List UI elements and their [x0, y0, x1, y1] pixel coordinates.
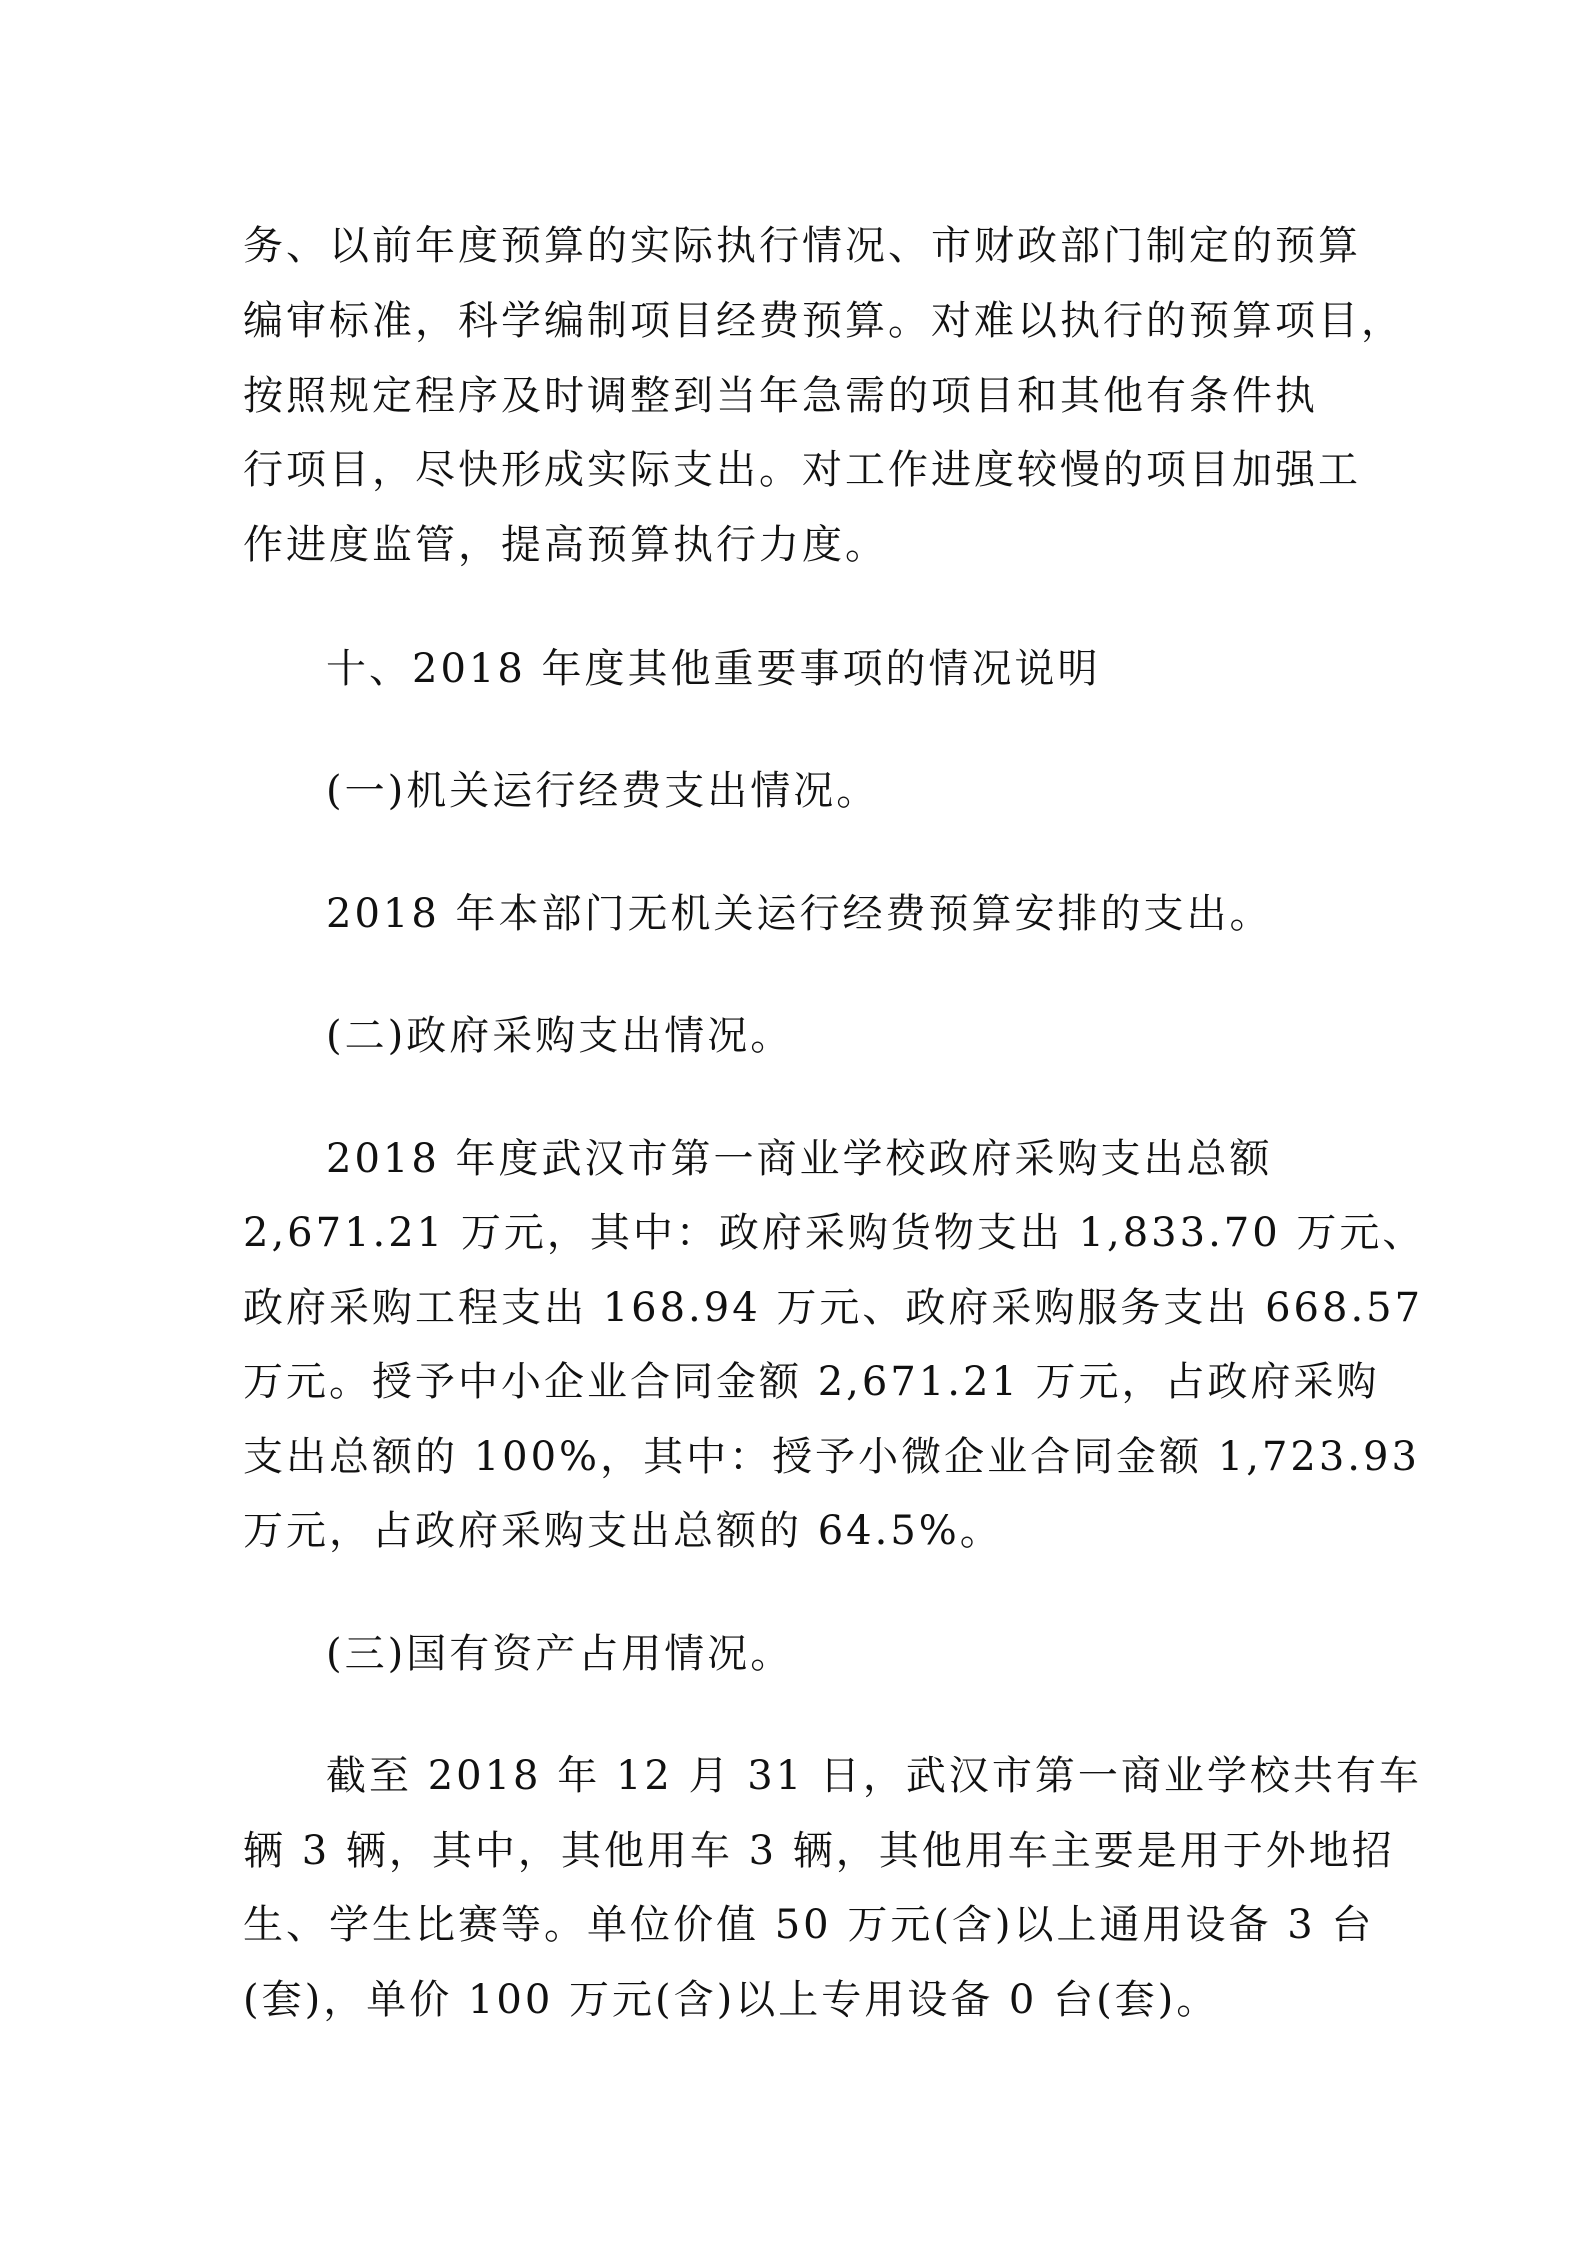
paragraph-line: (套)，单价 100 万元(含)以上专用设备 0 台(套)。 [243, 1977, 1220, 2023]
subsection-heading: (三)国有资产占用情况。 [326, 1631, 794, 1677]
paragraph-line: 2,671.21 万元，其中：政府采购货物支出 1,833.70 万元、 [243, 1210, 1426, 1256]
paragraph-line: 务、以前年度预算的实际执行情况、市财政部门制定的预算 [243, 223, 1361, 269]
paragraph-line: 万元。授予中小企业合同金额 2,671.21 万元，占政府采购 [243, 1359, 1380, 1405]
paragraph-line: 作进度监管，提高预算执行力度。 [243, 522, 888, 568]
subsection-heading: (二)政府采购支出情况。 [326, 1013, 794, 1059]
paragraph-line: 万元，占政府采购支出总额的 64.5%。 [243, 1508, 1003, 1554]
paragraph-line: 编审标准，科学编制项目经费预算。对难以执行的预算项目， [243, 298, 1404, 344]
paragraph-line: 2018 年本部门无机关运行经费预算安排的支出。 [326, 891, 1273, 937]
paragraph-line: 辆 3 辆，其中，其他用车 3 辆，其他用车主要是用于外地招 [243, 1828, 1395, 1874]
paragraph-line: 按照规定程序及时调整到当年急需的项目和其他有条件执 [243, 373, 1318, 419]
paragraph-line: 截至 2018 年 12 月 31 日，武汉市第一商业学校共有车 [326, 1753, 1422, 1799]
paragraph-line: 生、学生比赛等。单位价值 50 万元(含)以上通用设备 3 台 [243, 1902, 1375, 1948]
section-heading: 十、2018 年度其他重要事项的情况说明 [326, 646, 1101, 692]
paragraph-line: 支出总额的 100%，其中：授予小微企业合同金额 1,723.93 [243, 1434, 1420, 1480]
paragraph-line: 2018 年度武汉市第一商业学校政府采购支出总额 [326, 1136, 1273, 1182]
paragraph-line: 政府采购工程支出 168.94 万元、政府采购服务支出 668.57 [243, 1285, 1424, 1331]
subsection-heading: (一)机关运行经费支出情况。 [326, 768, 880, 814]
paragraph-line: 行项目，尽快形成实际支出。对工作进度较慢的项目加强工 [243, 447, 1361, 493]
